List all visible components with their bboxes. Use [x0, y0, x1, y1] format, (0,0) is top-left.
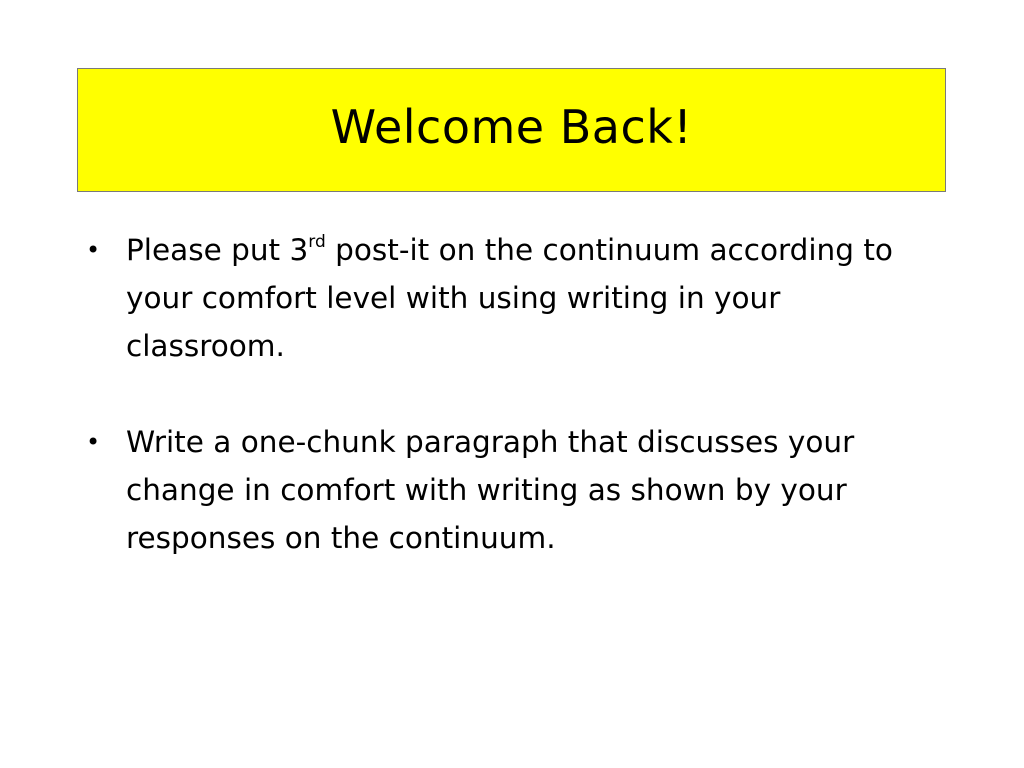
slide-title: Welcome Back!	[330, 100, 693, 154]
bullet-item-paragraph	[86, 418, 946, 562]
bullet-text-part-1: Please put 3	[126, 233, 309, 267]
bullet-text-part-2: post-it on the continuum according to your comfort level with using writing in your classroom.	[126, 233, 893, 363]
bullet-icon: •	[86, 236, 101, 264]
title-box	[77, 68, 946, 192]
bullet-icon: •	[86, 428, 101, 456]
bullet-text: Write a one-chunk paragraph that discusses your change in comfort with writing as shown by your responses on the continuum.	[126, 425, 855, 555]
bullet-item-post-it	[86, 226, 946, 370]
bullet-list	[86, 226, 946, 562]
ordinal-superscript: rd	[308, 232, 326, 252]
